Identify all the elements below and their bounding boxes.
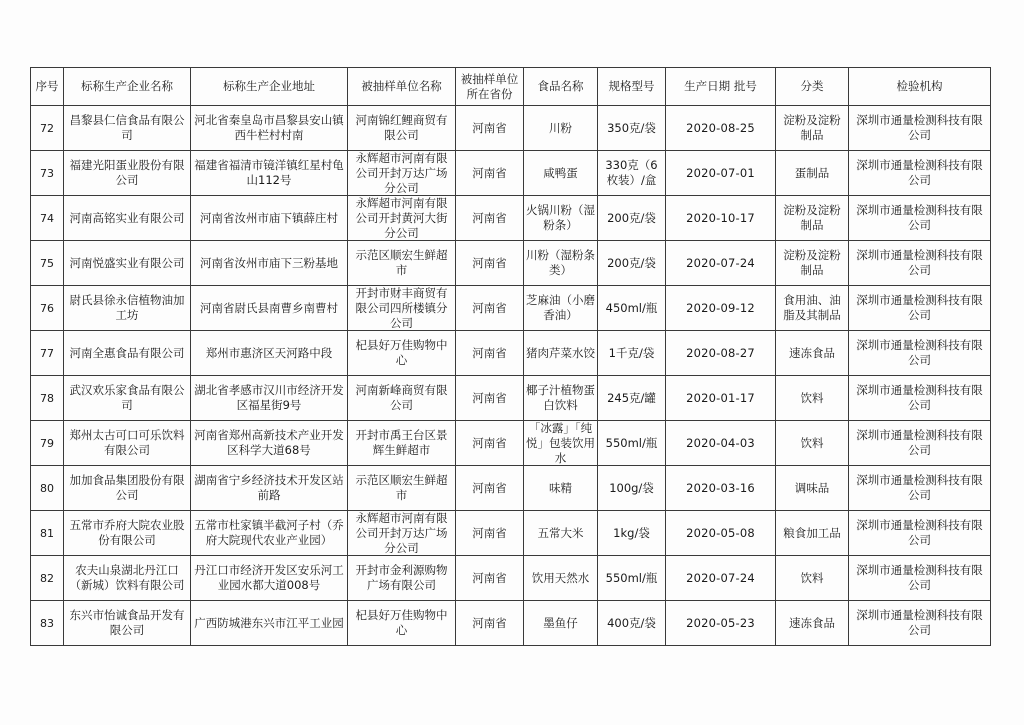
manufacturer-address-cell: 福建省福清市镜洋镇红星村龟山112号 <box>191 151 348 196</box>
food-name-cell: 川粉（湿粉条类） <box>524 241 598 286</box>
category-cell: 淀粉及淀粉制品 <box>776 106 849 151</box>
province-cell: 河南省 <box>456 511 524 556</box>
food-name-cell: 饮用天然水 <box>524 556 598 601</box>
production-date-cell: 2020-10-17 <box>666 196 776 241</box>
food-name-cell: 猪肉芹菜水饺 <box>524 331 598 376</box>
category-cell: 饮料 <box>776 421 849 466</box>
serial-cell: 81 <box>31 511 64 556</box>
table-row <box>31 466 991 511</box>
category-cell: 饮料 <box>776 376 849 421</box>
sampled-unit-cell: 示范区顺宏生鲜超市 <box>348 466 456 511</box>
province-cell: 河南省 <box>456 601 524 646</box>
testing-agency-cell: 深圳市通量检测科技有限公司 <box>849 106 991 151</box>
food-name-cell: 椰子汁植物蛋白饮料 <box>524 376 598 421</box>
specification-cell: 550ml/瓶 <box>598 556 666 601</box>
manufacturer-address-cell: 郑州市惠济区天河路中段 <box>191 331 348 376</box>
manufacturer-address-cell: 五常市杜家镇半截河子村（乔府大院现代农业产业园） <box>191 511 348 556</box>
production-date-cell: 2020-03-16 <box>666 466 776 511</box>
manufacturer-address-cell: 丹江口市经济开发区安乐河工业园水都大道008号 <box>191 556 348 601</box>
table-row <box>31 511 991 556</box>
sampled-unit-cell: 永辉超市河南有限公司开封万达广场分公司 <box>348 151 456 196</box>
table-row <box>31 556 991 601</box>
sampled-unit-cell: 河南新峰商贸有限公司 <box>348 376 456 421</box>
manufacturer-address-cell: 河南省汝州市庙下镇薛庄村 <box>191 196 348 241</box>
serial-cell: 83 <box>31 601 64 646</box>
sampled-unit-cell: 永辉超市河南有限公司开封万达广场分公司 <box>348 511 456 556</box>
manufacturer-name-cell: 河南高铭实业有限公司 <box>64 196 191 241</box>
serial-cell: 72 <box>31 106 64 151</box>
serial-cell: 80 <box>31 466 64 511</box>
manufacturer-address-cell: 湖北省孝感市汉川市经济开发区福星街9号 <box>191 376 348 421</box>
sampled-unit-cell: 开封市禹王台区景辉生鲜超市 <box>348 421 456 466</box>
category-cell: 蛋制品 <box>776 151 849 196</box>
testing-agency-cell: 深圳市通量检测科技有限公司 <box>849 196 991 241</box>
manufacturer-name-cell: 河南全惠食品有限公司 <box>64 331 191 376</box>
table-row <box>31 106 991 151</box>
testing-agency-cell: 深圳市通量检测科技有限公司 <box>849 466 991 511</box>
table-row <box>31 376 991 421</box>
table-row <box>31 286 991 331</box>
manufacturer-name-cell: 东兴市怡诚食品开发有限公司 <box>64 601 191 646</box>
header-food-name: 食品名称 <box>524 68 598 106</box>
sampled-unit-cell: 示范区顺宏生鲜超市 <box>348 241 456 286</box>
header-manufacturer-address: 标称生产企业地址 <box>191 68 348 106</box>
manufacturer-address-cell: 河南省郑州高新技术产业开发区科学大道68号 <box>191 421 348 466</box>
table-row <box>31 241 991 286</box>
manufacturer-name-cell: 昌黎县仁信食品有限公司 <box>64 106 191 151</box>
sampled-unit-cell: 永辉超市河南有限公司开封黄河大街分公司 <box>348 196 456 241</box>
manufacturer-name-cell: 武汉欢乐家食品有限公司 <box>64 376 191 421</box>
specification-cell: 100g/袋 <box>598 466 666 511</box>
serial-cell: 75 <box>31 241 64 286</box>
table-row <box>31 421 991 466</box>
specification-cell: 350克/袋 <box>598 106 666 151</box>
category-cell: 速冻食品 <box>776 331 849 376</box>
table-row <box>31 196 991 241</box>
serial-cell: 82 <box>31 556 64 601</box>
food-name-cell: 川粉 <box>524 106 598 151</box>
province-cell: 河南省 <box>456 331 524 376</box>
category-cell: 淀粉及淀粉制品 <box>776 241 849 286</box>
production-date-cell: 2020-04-03 <box>666 421 776 466</box>
specification-cell: 245克/罐 <box>598 376 666 421</box>
province-cell: 河南省 <box>456 106 524 151</box>
manufacturer-address-cell: 河南省尉氏县南曹乡南曹村 <box>191 286 348 331</box>
specification-cell: 200克/袋 <box>598 196 666 241</box>
specification-cell: 330克（6枚装）/盒 <box>598 151 666 196</box>
table-row <box>31 601 991 646</box>
food-name-cell: 墨鱼仔 <box>524 601 598 646</box>
manufacturer-name-cell: 福建光阳蛋业股份有限公司 <box>64 151 191 196</box>
production-date-cell: 2020-07-24 <box>666 556 776 601</box>
serial-cell: 79 <box>31 421 64 466</box>
province-cell: 河南省 <box>456 241 524 286</box>
manufacturer-name-cell: 郑州太古可口可乐饮料有限公司 <box>64 421 191 466</box>
province-cell: 河南省 <box>456 151 524 196</box>
sampling-results-table <box>30 67 991 646</box>
testing-agency-cell: 深圳市通量检测科技有限公司 <box>849 376 991 421</box>
header-sampled-province: 被抽样单位所在省份 <box>456 68 524 106</box>
header-testing-agency: 检验机构 <box>849 68 991 106</box>
manufacturer-name-cell: 农夫山泉湖北丹江口（新城）饮料有限公司 <box>64 556 191 601</box>
province-cell: 河南省 <box>456 556 524 601</box>
category-cell: 饮料 <box>776 556 849 601</box>
serial-cell: 77 <box>31 331 64 376</box>
testing-agency-cell: 深圳市通量检测科技有限公司 <box>849 556 991 601</box>
serial-cell: 73 <box>31 151 64 196</box>
testing-agency-cell: 深圳市通量检测科技有限公司 <box>849 601 991 646</box>
category-cell: 调味品 <box>776 466 849 511</box>
specification-cell: 1kg/袋 <box>598 511 666 556</box>
manufacturer-address-cell: 河南省汝州市庙下三粉基地 <box>191 241 348 286</box>
production-date-cell: 2020-09-12 <box>666 286 776 331</box>
table-row <box>31 151 991 196</box>
table-row <box>31 331 991 376</box>
production-date-cell: 2020-08-25 <box>666 106 776 151</box>
specification-cell: 200克/袋 <box>598 241 666 286</box>
food-name-cell: 「冰露」「纯悦」包装饮用水 <box>524 421 598 466</box>
serial-cell: 78 <box>31 376 64 421</box>
food-name-cell: 火锅川粉（湿粉条） <box>524 196 598 241</box>
production-date-cell: 2020-07-24 <box>666 241 776 286</box>
specification-cell: 450ml/瓶 <box>598 286 666 331</box>
province-cell: 河南省 <box>456 196 524 241</box>
testing-agency-cell: 深圳市通量检测科技有限公司 <box>849 511 991 556</box>
testing-agency-cell: 深圳市通量检测科技有限公司 <box>849 331 991 376</box>
manufacturer-address-cell: 河北省秦皇岛市昌黎县安山镇西牛栏村村南 <box>191 106 348 151</box>
testing-agency-cell: 深圳市通量检测科技有限公司 <box>849 286 991 331</box>
specification-cell: 550ml/瓶 <box>598 421 666 466</box>
province-cell: 河南省 <box>456 376 524 421</box>
header-specification: 规格型号 <box>598 68 666 106</box>
production-date-cell: 2020-05-08 <box>666 511 776 556</box>
province-cell: 河南省 <box>456 466 524 511</box>
province-cell: 河南省 <box>456 421 524 466</box>
sampled-unit-cell: 开封市金利源购物广场有限公司 <box>348 556 456 601</box>
header-manufacturer-name: 标称生产企业名称 <box>64 68 191 106</box>
production-date-cell: 2020-07-01 <box>666 151 776 196</box>
food-name-cell: 芝麻油（小磨香油） <box>524 286 598 331</box>
sampled-unit-cell: 杞县好万佳购物中心 <box>348 331 456 376</box>
manufacturer-address-cell: 广西防城港东兴市江平工业园 <box>191 601 348 646</box>
testing-agency-cell: 深圳市通量检测科技有限公司 <box>849 151 991 196</box>
province-cell: 河南省 <box>456 286 524 331</box>
food-name-cell: 五常大米 <box>524 511 598 556</box>
category-cell: 食用油、油脂及其制品 <box>776 286 849 331</box>
production-date-cell: 2020-05-23 <box>666 601 776 646</box>
manufacturer-address-cell: 湖南省宁乡经济技术开发区站前路 <box>191 466 348 511</box>
serial-cell: 76 <box>31 286 64 331</box>
header-sampled-unit: 被抽样单位名称 <box>348 68 456 106</box>
category-cell: 速冻食品 <box>776 601 849 646</box>
header-production-date: 生产日期 批号 <box>666 68 776 106</box>
specification-cell: 1千克/袋 <box>598 331 666 376</box>
testing-agency-cell: 深圳市通量检测科技有限公司 <box>849 241 991 286</box>
table-body <box>31 106 991 646</box>
serial-cell: 74 <box>31 196 64 241</box>
category-cell: 淀粉及淀粉制品 <box>776 196 849 241</box>
manufacturer-name-cell: 加加食品集团股份有限公司 <box>64 466 191 511</box>
header-serial: 序号 <box>31 68 64 106</box>
sampled-unit-cell: 河南锦红鲤商贸有限公司 <box>348 106 456 151</box>
food-name-cell: 咸鸭蛋 <box>524 151 598 196</box>
specification-cell: 400克/袋 <box>598 601 666 646</box>
manufacturer-name-cell: 尉氏县徐永信植物油加工坊 <box>64 286 191 331</box>
manufacturer-name-cell: 五常市乔府大院农业股份有限公司 <box>64 511 191 556</box>
sampled-unit-cell: 杞县好万佳购物中心 <box>348 601 456 646</box>
food-name-cell: 味精 <box>524 466 598 511</box>
production-date-cell: 2020-01-17 <box>666 376 776 421</box>
testing-agency-cell: 深圳市通量检测科技有限公司 <box>849 421 991 466</box>
category-cell: 粮食加工品 <box>776 511 849 556</box>
manufacturer-name-cell: 河南悦盛实业有限公司 <box>64 241 191 286</box>
header-row <box>31 68 991 106</box>
production-date-cell: 2020-08-27 <box>666 331 776 376</box>
sampled-unit-cell: 开封市财丰商贸有限公司四所楼镇分公司 <box>348 286 456 331</box>
header-category: 分类 <box>776 68 849 106</box>
